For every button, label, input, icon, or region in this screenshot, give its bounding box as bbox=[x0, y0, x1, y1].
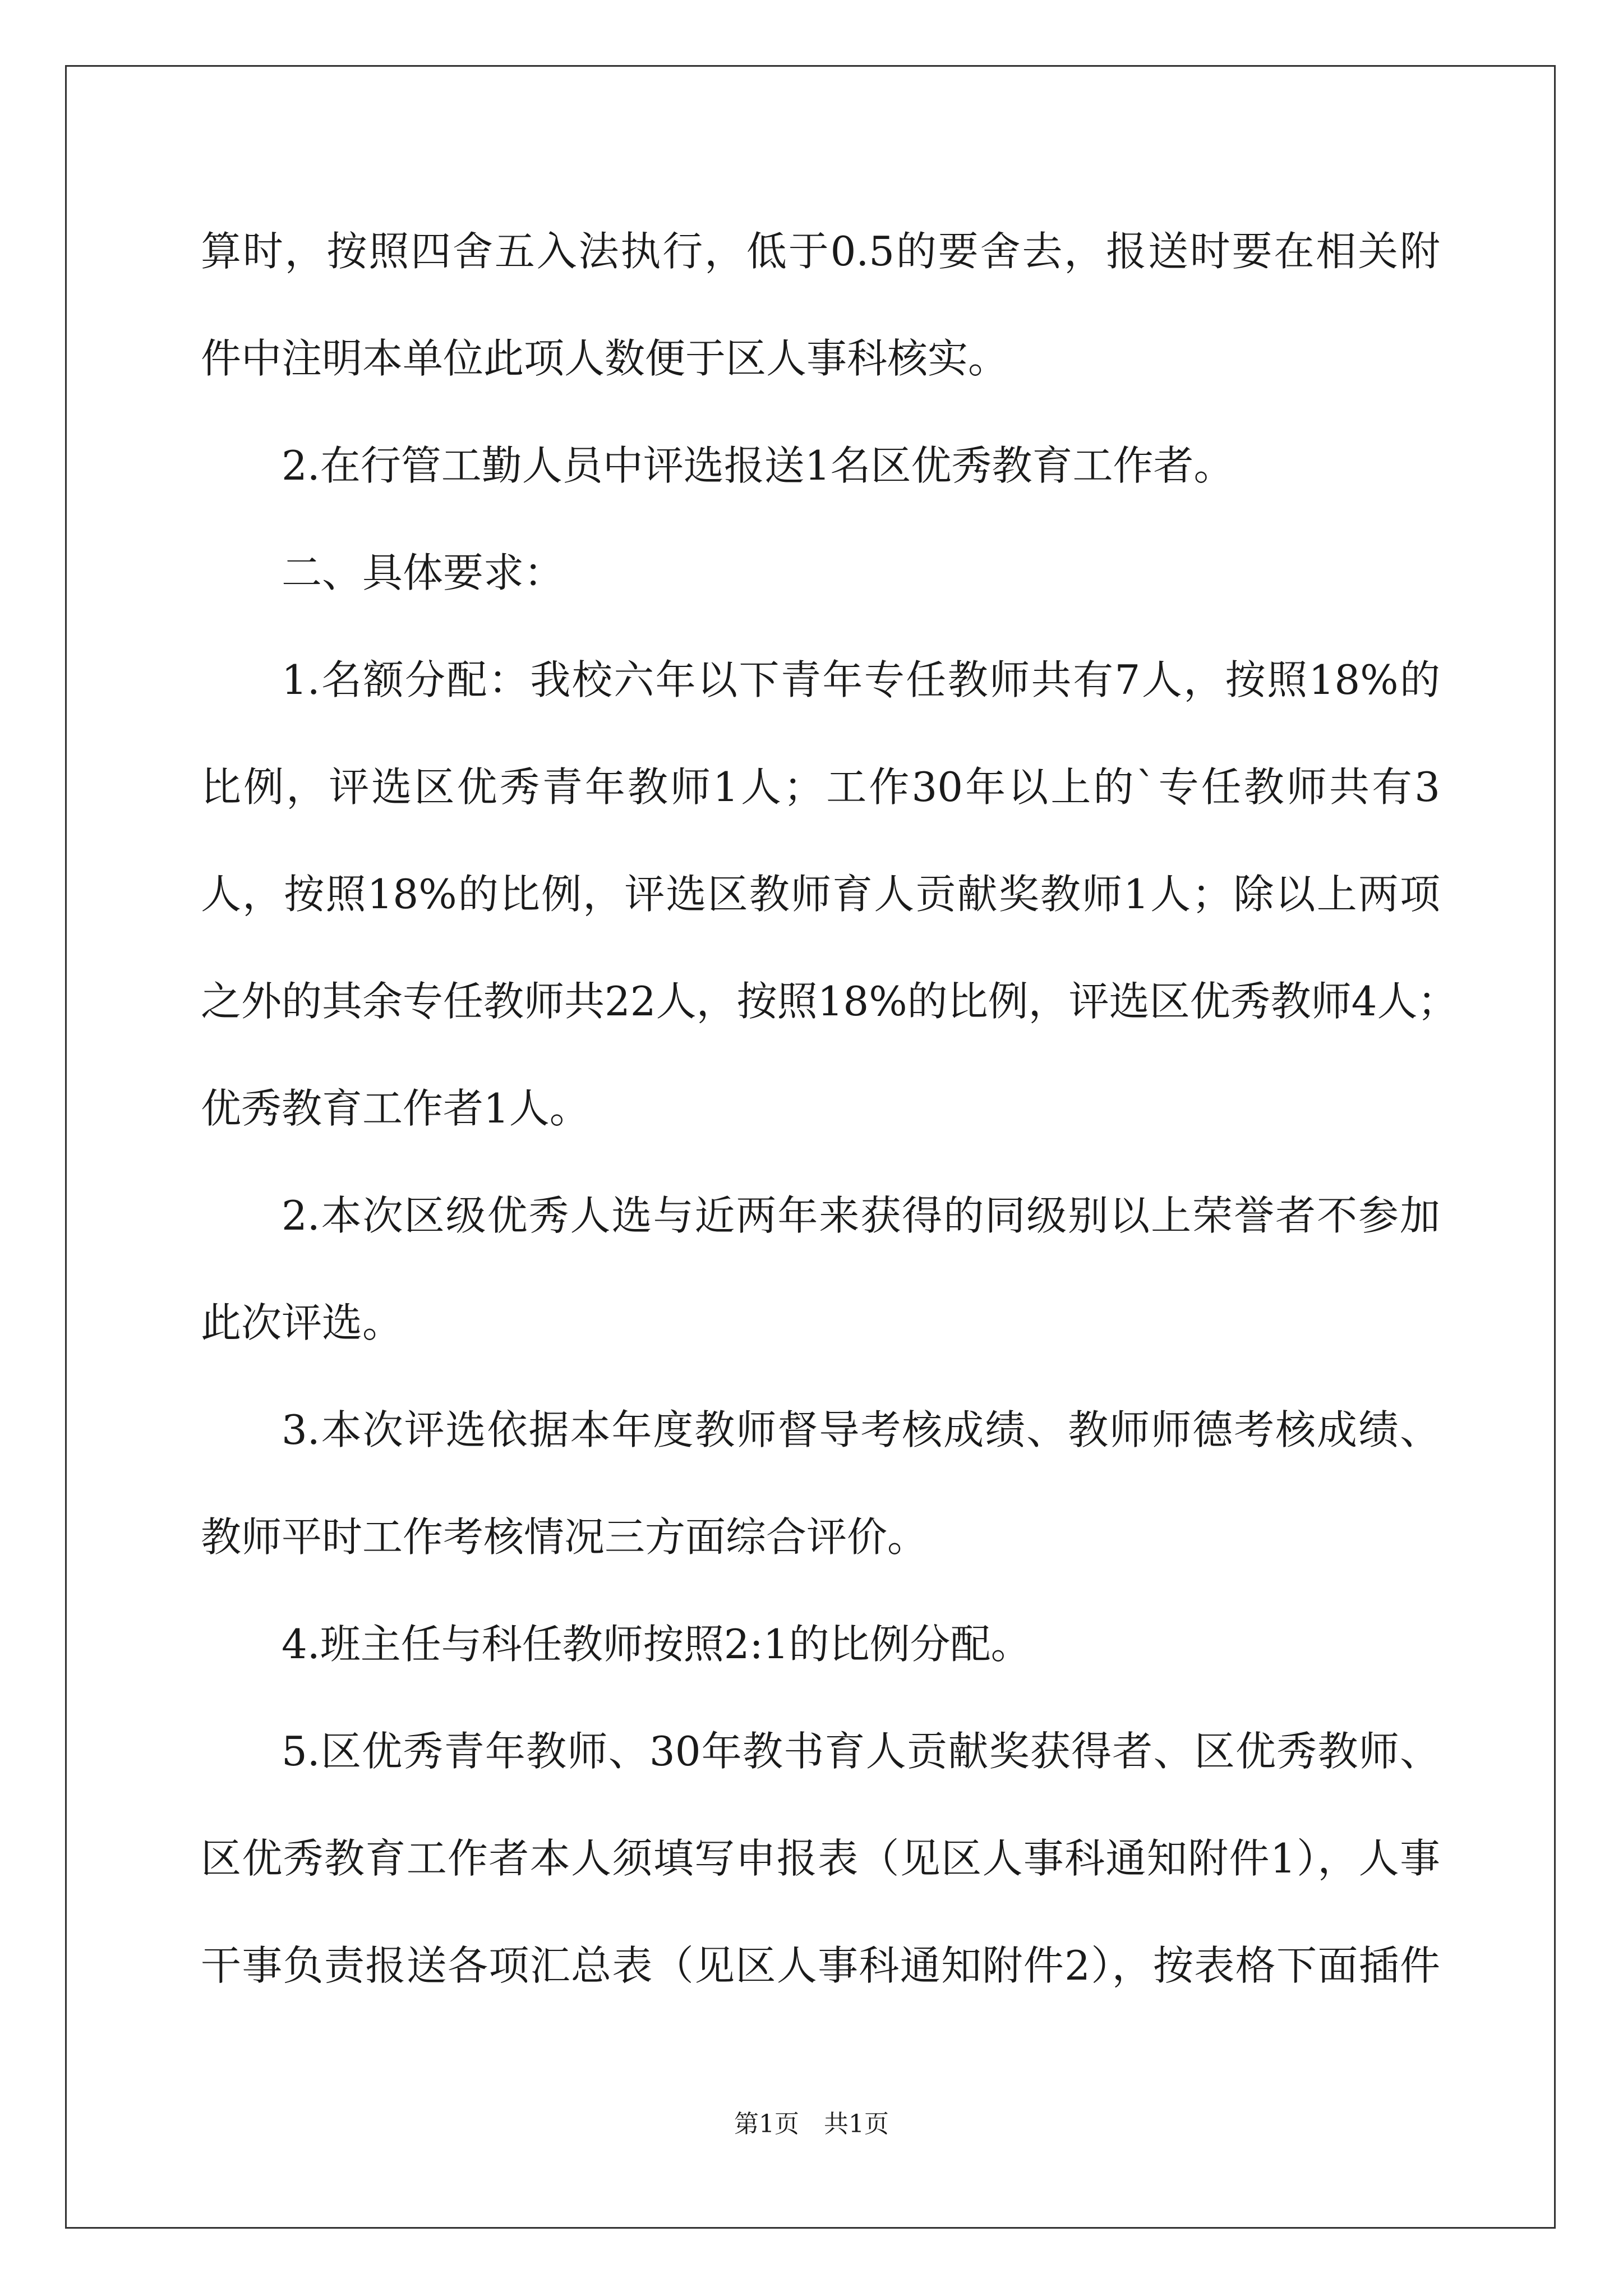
text-line-7: 人，按照18%的比例，评选区教师育人贡献奖教师1人；除以上两项 bbox=[201, 871, 1440, 918]
text-line-12: 3.本次评选依据本年度教师督导考核成绩、教师师德考核成绩、 bbox=[282, 1406, 1440, 1453]
text-line-2: 件中注明本单位此项人数便于区人事科核实。 bbox=[201, 335, 1009, 382]
text-line-5: 1.名额分配：我校六年以下青年专任教师共有7人，按照18%的 bbox=[282, 656, 1440, 703]
text-line-16: 区优秀教育工作者本人须填写申报表（见区人事科通知附件1），人事 bbox=[201, 1835, 1440, 1882]
text-line-14: 4.班主任与科任教师按照2:1的比例分配。 bbox=[282, 1621, 1031, 1668]
section-heading: 二、具体要求： bbox=[282, 549, 565, 596]
text-line-17: 干事负责报送各项汇总表（见区人事科通知附件2），按表格下面插件 bbox=[201, 1942, 1440, 1989]
page-number-footer: 第1页 共1页 bbox=[734, 2110, 889, 2138]
text-line-1: 算时，按照四舍五入法执行，低于0.5的要舍去，报送时要在相关附 bbox=[201, 228, 1440, 275]
text-line-11: 此次评选。 bbox=[201, 1299, 403, 1346]
text-line-9: 优秀教育工作者1人。 bbox=[201, 1085, 590, 1132]
text-line-6: 比例，评选区优秀青年教师1人；工作30年以上的`专任教师共有3 bbox=[201, 763, 1440, 811]
text-line-3: 2.在行管工勤人员中评选报送1名区优秀教育工作者。 bbox=[282, 442, 1234, 489]
page-border bbox=[65, 65, 1556, 2229]
text-line-10: 2.本次区级优秀人选与近两年来获得的同级别以上荣誉者不参加 bbox=[282, 1192, 1440, 1239]
text-line-8: 之外的其余专任教师共22人，按照18%的比例，评选区优秀教师4人； bbox=[201, 978, 1458, 1025]
text-line-13: 教师平时工作考核情况三方面综合评价。 bbox=[201, 1513, 928, 1561]
text-line-15: 5.区优秀青年教师、30年教书育人贡献奖获得者、区优秀教师、 bbox=[282, 1728, 1440, 1775]
